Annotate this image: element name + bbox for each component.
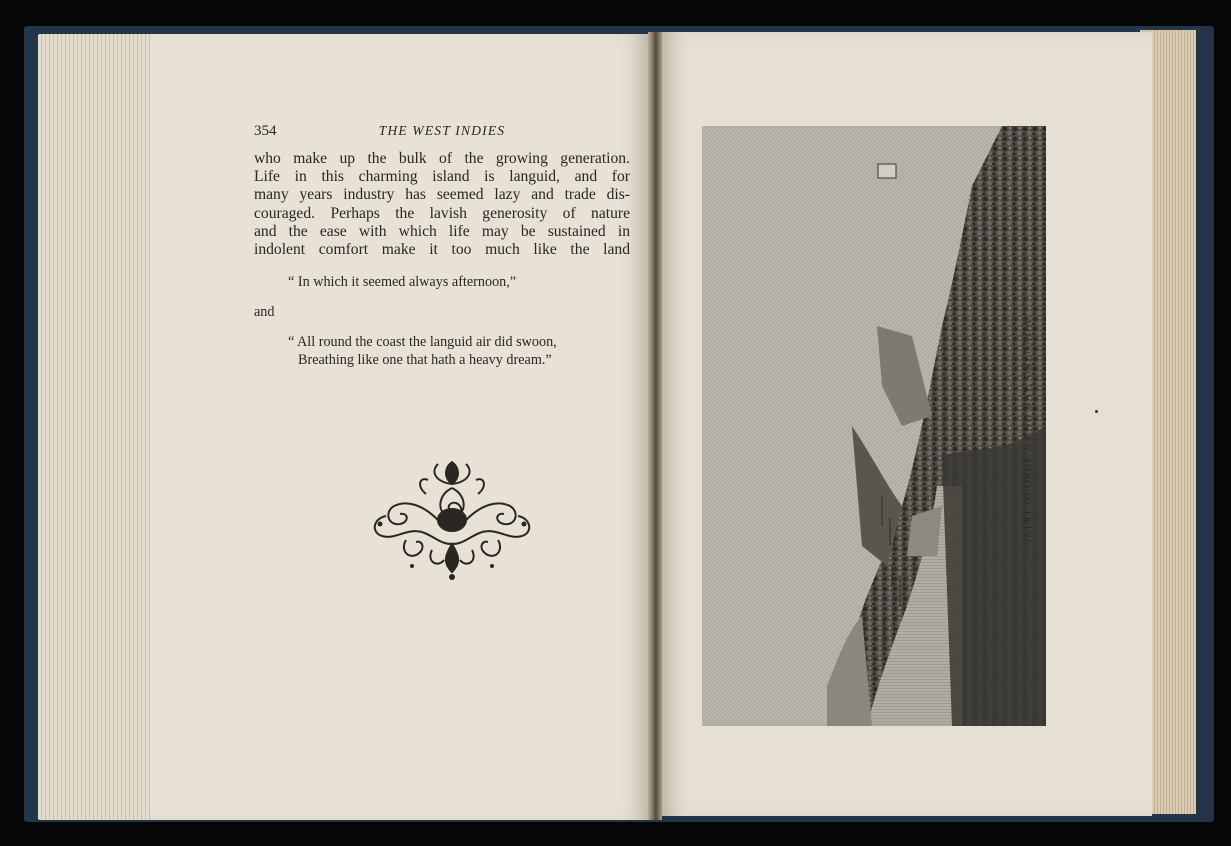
caption-mark	[1095, 410, 1098, 413]
paragraph-line: indolent comfort make it too much like the land	[254, 241, 630, 259]
floral-ornament-icon	[366, 454, 538, 582]
quote-line: “ In which it seemed always afternoon,”	[288, 274, 517, 291]
running-head	[254, 122, 630, 146]
running-title: THE WEST INDIES	[378, 123, 506, 138]
quote-two	[254, 333, 630, 369]
quote-line: “ All round the coast the languid air did swoon,	[288, 334, 557, 351]
page-edges-left	[38, 34, 163, 820]
harbor-engraving-plate	[702, 126, 1046, 726]
paragraph-line: who make up the bulk of the growing generation.	[254, 150, 630, 167]
plate-caption: SAINT GEORGE’S AND BAY, GRENADA.	[1022, 314, 1034, 546]
body-paragraph	[254, 150, 630, 259]
page-number: 354	[254, 123, 277, 139]
paragraph-line: Life in this charming island is languid, and for	[254, 168, 630, 186]
paragraph-line: and the ease with which life may be sustained in	[254, 222, 630, 240]
book-gutter	[648, 32, 662, 820]
conjunction-text: and	[254, 304, 275, 321]
quote-one	[254, 273, 630, 291]
paragraph-line: many years industry has seemed lazy and trade dis-	[254, 186, 630, 204]
left-page-text	[254, 122, 630, 369]
paragraph-line: couraged. Perhaps the lavish generosity of nature	[254, 204, 630, 222]
quote-line: Breathing like one that hath a heavy dream.”	[298, 352, 552, 369]
